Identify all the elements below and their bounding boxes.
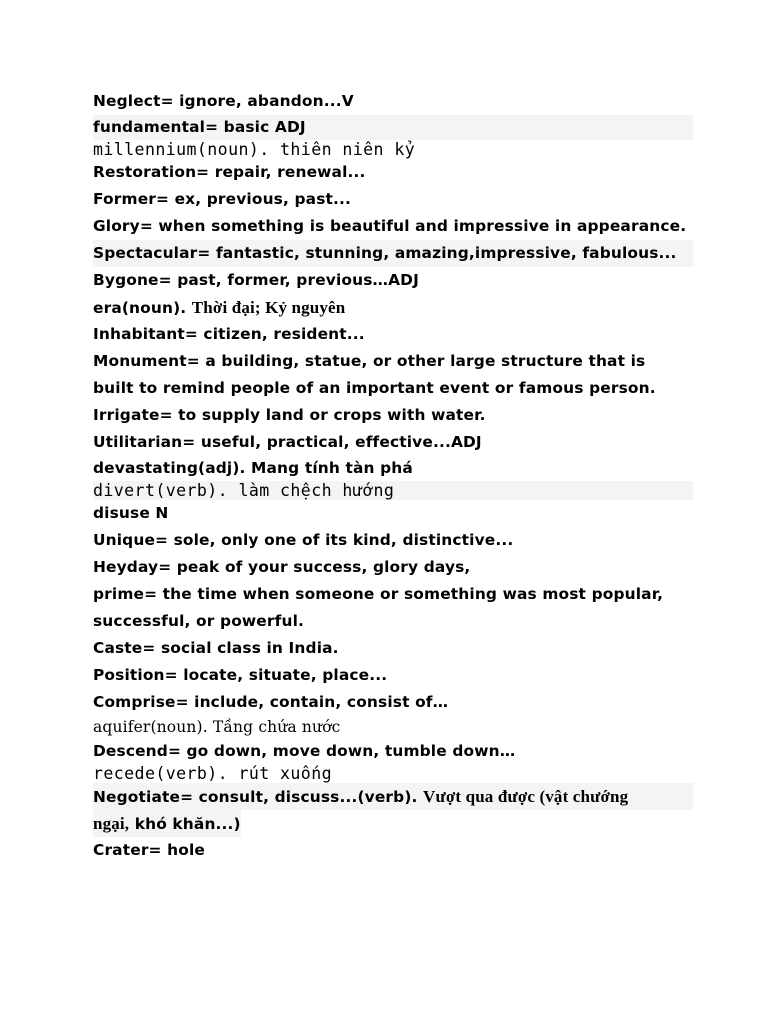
vocab-line: Inhabitant= citizen, resident... bbox=[93, 325, 365, 343]
vocab-line: millennium(noun). thiên niên kỷ bbox=[93, 140, 416, 159]
vocab-line: Irrigate= to supply land or crops with water. bbox=[93, 406, 486, 424]
vocab-line: Heyday= peak of your success, glory days, bbox=[93, 558, 471, 576]
vocab-line: built to remind people of an important event or famous person. bbox=[93, 379, 656, 397]
vocab-translation-cont: khó khăn...) bbox=[134, 815, 241, 833]
vocab-line: Restoration= repair, renewal... bbox=[93, 163, 366, 181]
vocab-translation: Thời đại; Kỷ nguyên bbox=[191, 298, 346, 317]
vocab-line: Spectacular= fantastic, stunning, amazing,impressive, fabulous... bbox=[93, 240, 693, 267]
vocab-line: Former= ex, previous, past... bbox=[93, 190, 352, 208]
vocabulary-list bbox=[93, 88, 693, 864]
vocab-line: Crater= hole bbox=[93, 841, 205, 859]
vocab-line: prime= the time when someone or something was most popular, bbox=[93, 585, 664, 603]
vocab-line: Position= locate, situate, place... bbox=[93, 666, 388, 684]
vocab-line: Utilitarian= useful, practical, effective...ADJ bbox=[93, 433, 482, 451]
vocab-line: Caste= social class in India. bbox=[93, 639, 339, 657]
vocab-line: recede(verb). rút xuống bbox=[93, 764, 332, 783]
vocab-line: Glory= when something is beautiful and impressive in appearance. bbox=[93, 217, 687, 235]
vocab-line: Descend= go down, move down, tumble down… bbox=[93, 742, 516, 760]
vocab-line: aquifer(noun). Tầng chứa nước bbox=[93, 718, 341, 736]
vocab-line: Comprise= include, contain, consist of… bbox=[93, 693, 449, 711]
vocab-line: fundamental= basic ADJ bbox=[93, 115, 693, 140]
vocab-translation: ngại, bbox=[93, 814, 130, 833]
vocab-line: Unique= sole, only one of its kind, distinctive... bbox=[93, 531, 514, 549]
vocab-line: Monument= a building, statue, or other large structure that is bbox=[93, 352, 646, 370]
vocab-term: era(noun). bbox=[93, 299, 187, 317]
vocab-line: Bygone= past, former, previous…ADJ bbox=[93, 271, 419, 289]
vocab-line bbox=[93, 783, 693, 810]
vocab-line: disuse N bbox=[93, 504, 169, 522]
vocab-line bbox=[93, 294, 693, 321]
vocab-line: devastating(adj). Mang tính tàn phá bbox=[93, 459, 413, 477]
vocab-line: successful, or powerful. bbox=[93, 612, 304, 630]
vocab-line bbox=[93, 810, 241, 837]
vocab-translation: Vượt qua được (vật chướng bbox=[423, 787, 629, 806]
vocab-line: Neglect= ignore, abandon...V bbox=[93, 92, 354, 110]
vocab-term: Negotiate= consult, discuss...(verb). bbox=[93, 788, 418, 806]
vocab-line: divert(verb). làm chệch hướng bbox=[93, 481, 693, 500]
